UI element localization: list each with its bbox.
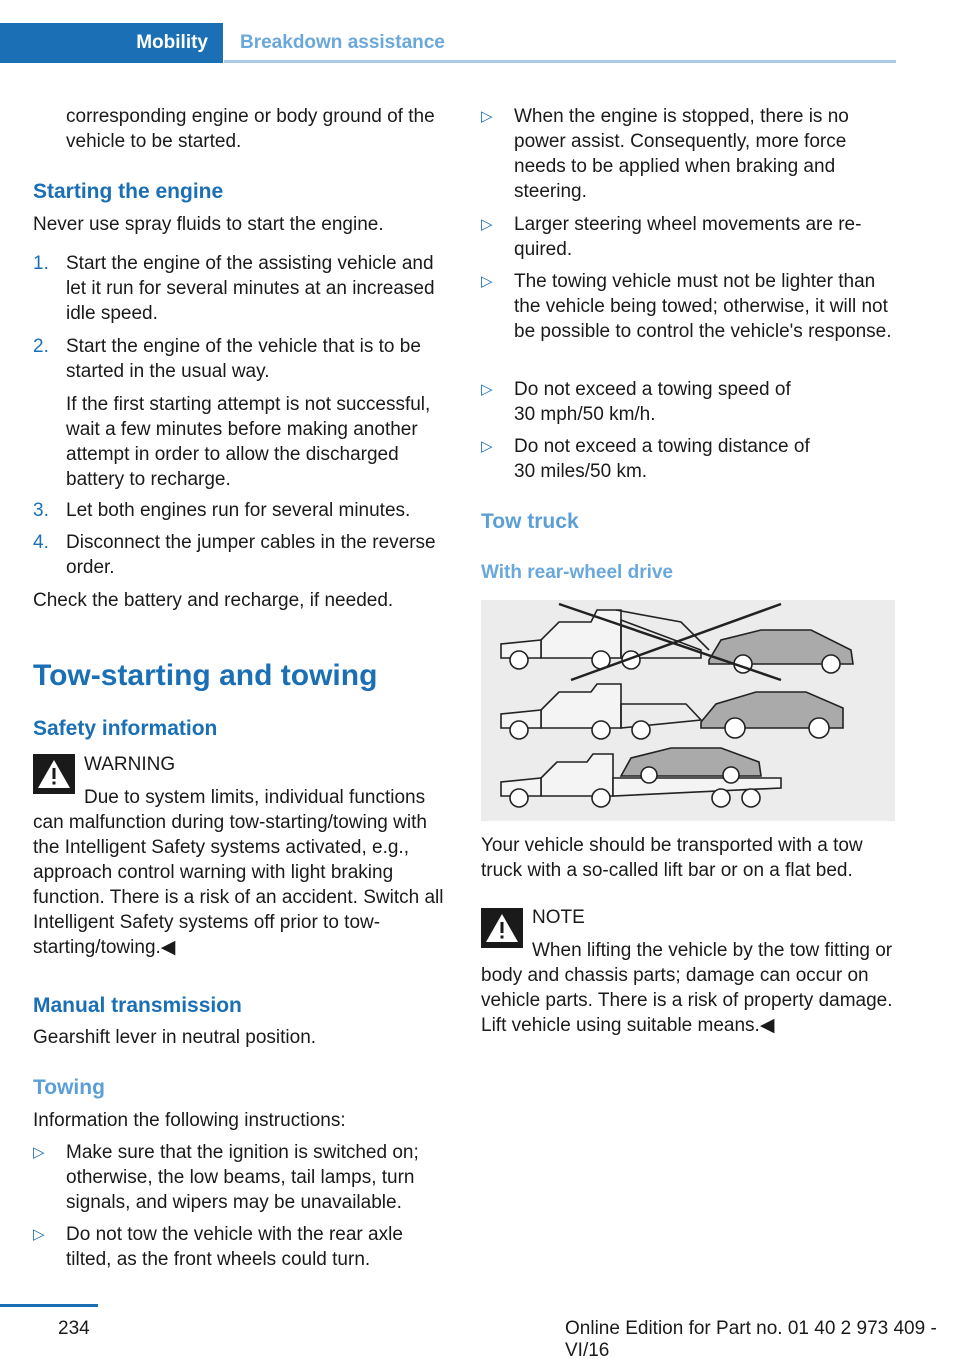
towing-bullet <box>481 269 896 344</box>
step-text: Start the engine of the assisting vehicle and let it run for several minutes at an increased idle speed. <box>66 253 435 324</box>
bullet-text: Do not tow the vehicle with the rear axle tilted, as the front wheels could turn. <box>66 1224 403 1270</box>
step-text: Start the engine of the vehicle that is to be started in the usual way. <box>66 336 421 382</box>
bullet-text: The towing vehicle must not be lighter than the vehicle being towed; otherwise, it will not be possible to control the vehicle's response. <box>514 271 892 342</box>
towing-bullet <box>481 377 896 427</box>
note-text: When lifting the vehicle by the tow fitting or body and chassis parts; damage can occur on vehicle parts. There is a risk of property damage. Lift vehicle using suitable means.◀ <box>481 940 893 1036</box>
step-number: 1. <box>33 253 49 274</box>
rear-wheel-drive-subheading: With rear-wheel drive <box>481 562 673 583</box>
continued-text: corresponding engine or body ground of the vehicle to be started. <box>66 106 435 152</box>
triangle-bullet-icon: ▷ <box>33 1144 45 1161</box>
bullet-text: When the engine is stopped, there is no power assist. Consequently, more force needs to be applied when braking and steering. <box>514 106 849 202</box>
tow-truck-caption: Your vehicle should be transported with a tow truck with a so-called lift bar or on a flat bed. <box>481 835 863 881</box>
step-number: 2. <box>33 336 49 357</box>
starting-engine-heading: Starting the engine <box>33 180 224 203</box>
tow-truck-illustration <box>481 600 895 821</box>
triangle-bullet-icon: ▷ <box>481 108 493 125</box>
step-2 <box>33 334 453 492</box>
triangle-bullet-icon: ▷ <box>481 216 493 233</box>
step-text: Disconnect the jumper cables in the reverse order. <box>66 532 436 578</box>
header-rule <box>224 60 896 63</box>
triangle-bullet-icon: ▷ <box>33 1226 45 1243</box>
towing-bullet <box>33 1140 453 1215</box>
bullet-text: Larger steering wheel movements are required. <box>514 214 862 260</box>
section-tab-breakdown-assistance[interactable]: Breakdown assistance <box>240 32 445 53</box>
manual-transmission-text: Gearshift lever in neutral position. <box>33 1027 317 1048</box>
triangle-bullet-icon: ▷ <box>481 438 493 455</box>
bullet-text: Do not exceed a towing speed of 30 mph/50 km/h. <box>514 379 791 425</box>
step-4 <box>33 530 453 580</box>
triangle-bullet-icon: ▷ <box>481 273 493 290</box>
step-extra-text: If the first starting attempt is not successful, wait a few minutes before making another attempt in order to allow the discharged battery to recharge. <box>66 394 431 490</box>
towing-bullet <box>33 1222 453 1272</box>
towing-bullet <box>481 434 896 484</box>
towing-intro: Information the following instructions: <box>33 1110 346 1131</box>
tow-truck-heading: Tow truck <box>481 510 579 533</box>
tow-starting-heading: Tow-starting and towing <box>33 659 378 692</box>
page-number: 234 <box>58 1318 90 1339</box>
battery-check-text: Check the battery and recharge, if needed. <box>33 590 394 611</box>
safety-information-heading: Safety information <box>33 717 218 740</box>
step-number: 4. <box>33 532 49 553</box>
warning-label: WARNING <box>84 754 176 775</box>
edition-note: Online Edition for Part no. 01 40 2 973 409 - VI/16 <box>565 1318 937 1361</box>
towing-bullet <box>481 104 896 204</box>
bullet-text: Do not exceed a towing distance of 30 miles/50 km. <box>514 436 810 482</box>
step-text: Let both engines run for several minutes. <box>66 500 411 521</box>
note-label: NOTE <box>532 907 585 928</box>
starting-engine-intro: Never use spray fluids to start the engine. <box>33 214 384 235</box>
step-1 <box>33 251 453 326</box>
towing-heading: Towing <box>33 1076 105 1099</box>
bullet-text: Make sure that the ignition is switched on; otherwise, the low beams, tail lamps, turn signals, and wipers may be unavailable. <box>66 1142 419 1213</box>
footer-rule <box>0 1304 98 1307</box>
manual-transmission-heading: Manual transmission <box>33 994 242 1017</box>
step-3 <box>33 498 453 523</box>
step-number: 3. <box>33 500 49 521</box>
page-header <box>0 23 896 63</box>
triangle-bullet-icon: ▷ <box>481 381 493 398</box>
section-tab-mobility[interactable]: Mobility <box>0 23 223 63</box>
warning-text: Due to system limits, individual functions can malfunction during tow-starting/towing with the Intelligent Safety systems activated, e.g., approach control warning with light braking function. There is a risk of an accident. Switch all Intelligent Safety systems off prior to tow-starting/towing.◀ <box>33 787 444 958</box>
towing-bullet <box>481 212 896 262</box>
